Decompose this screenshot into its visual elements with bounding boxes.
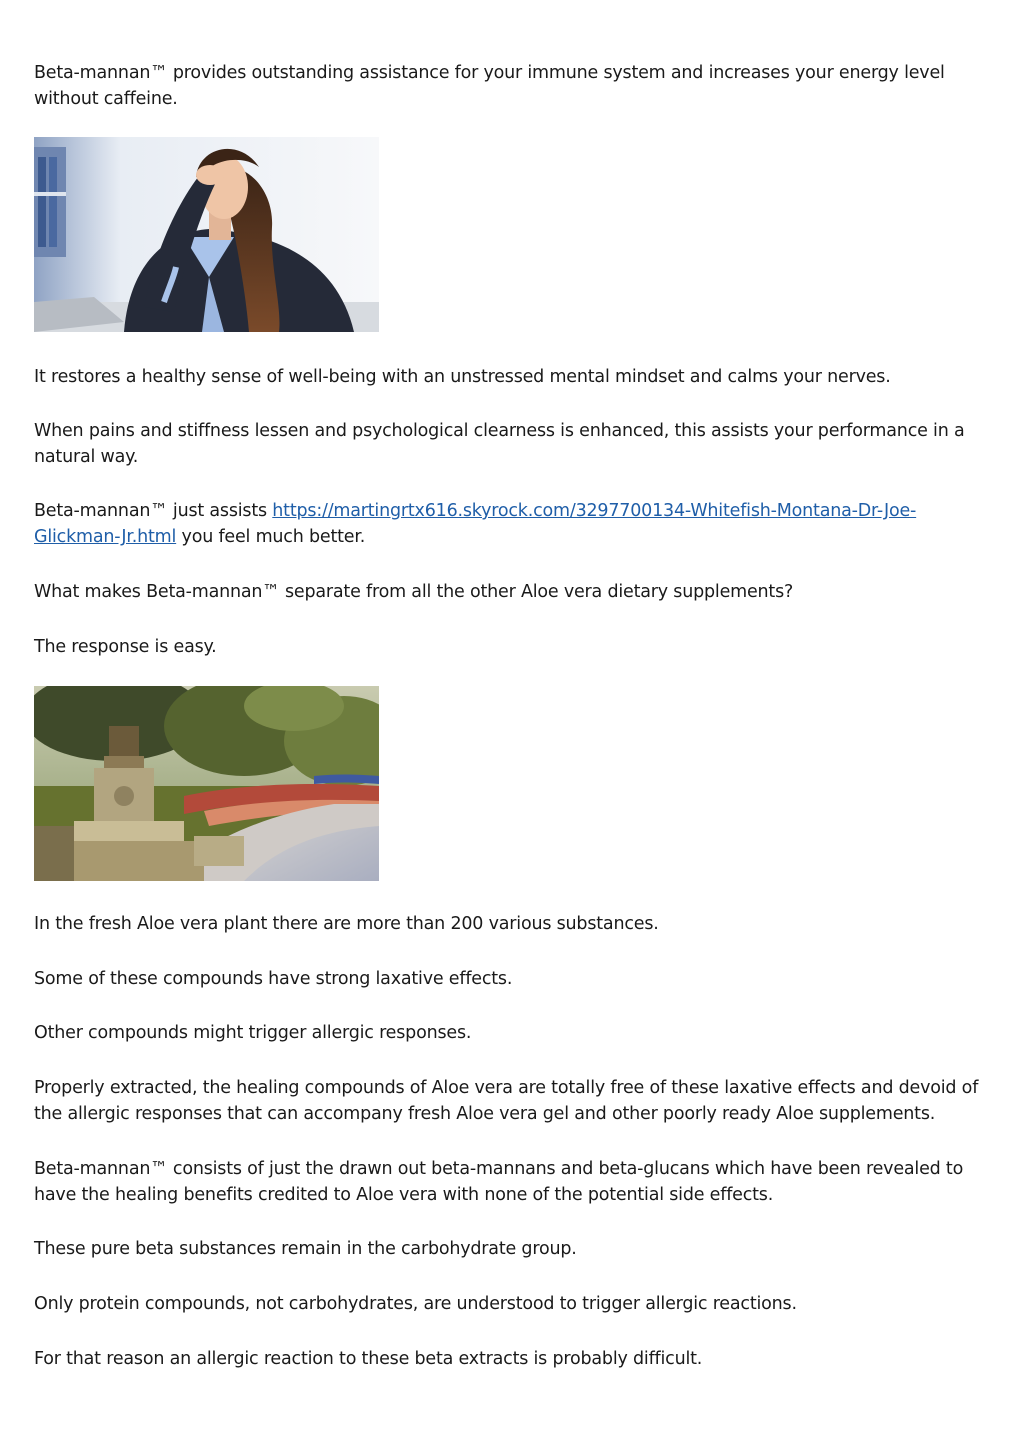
- paragraph-carbohydrate-group: These pure beta substances remain in the carbohydrate group.: [34, 1239, 577, 1259]
- paragraph-just-assists-after: you feel much better.: [176, 527, 366, 547]
- paragraph-laxative-effects: Some of these compounds have strong laxative effects.: [34, 969, 513, 989]
- paragraph-200-substances: In the fresh Aloe vera plant there are more than 200 various substances.: [34, 914, 659, 934]
- paragraph-allergic-reaction: For that reason an allergic reaction to these beta extracts is probably difficult.: [34, 1349, 703, 1369]
- paragraph-pains-stiffness: When pains and stiffness lessen and psychological clearness is enhanced, this assists your performance in a natural way.: [34, 421, 965, 467]
- paragraph-just-assists-before: Beta-mannan™ just assists: [34, 501, 273, 521]
- paragraph-immune-energy: Beta-mannan™ provides outstanding assistance for your immune system and increases your energy level without caffeine.: [34, 63, 945, 109]
- skyrock-article-link[interactable]: https://martingrtx616.skyrock.com/3297700134-Whitefish-Montana-Dr-Joe-Glickman-Jr.html: [34, 501, 917, 547]
- paragraph-response-easy: The response is easy.: [34, 637, 217, 657]
- paragraph-properly-extracted: Properly extracted, the healing compounds of Aloe vera are totally free of these laxative effects and devoid of the allergic responses that can accompany fresh Aloe vera gel and other poorly ready Aloe supplements.: [34, 1078, 979, 1124]
- paragraph-protein-compounds: Only protein compounds, not carbohydrates, are understood to trigger allergic reactions.: [34, 1294, 797, 1314]
- paragraph-well-being: It restores a healthy sense of well-being with an unstressed mental mindset and calms your nerves.: [34, 367, 891, 387]
- stressed-woman-photo: [34, 137, 379, 332]
- garden-painting-photo: [34, 686, 379, 881]
- paragraph-what-makes: What makes Beta-mannan™ separate from all the other Aloe vera dietary supplements?: [34, 582, 794, 602]
- paragraph-consists-of: Beta-mannan™ consists of just the drawn out beta-mannans and beta-glucans which have been revealed to have the healing benefits credited to Aloe vera with none of the potential side effects.: [34, 1159, 964, 1205]
- paragraph-allergic-responses: Other compounds might trigger allergic responses.: [34, 1023, 472, 1043]
- paragraph-just-assists: [34, 498, 994, 550]
